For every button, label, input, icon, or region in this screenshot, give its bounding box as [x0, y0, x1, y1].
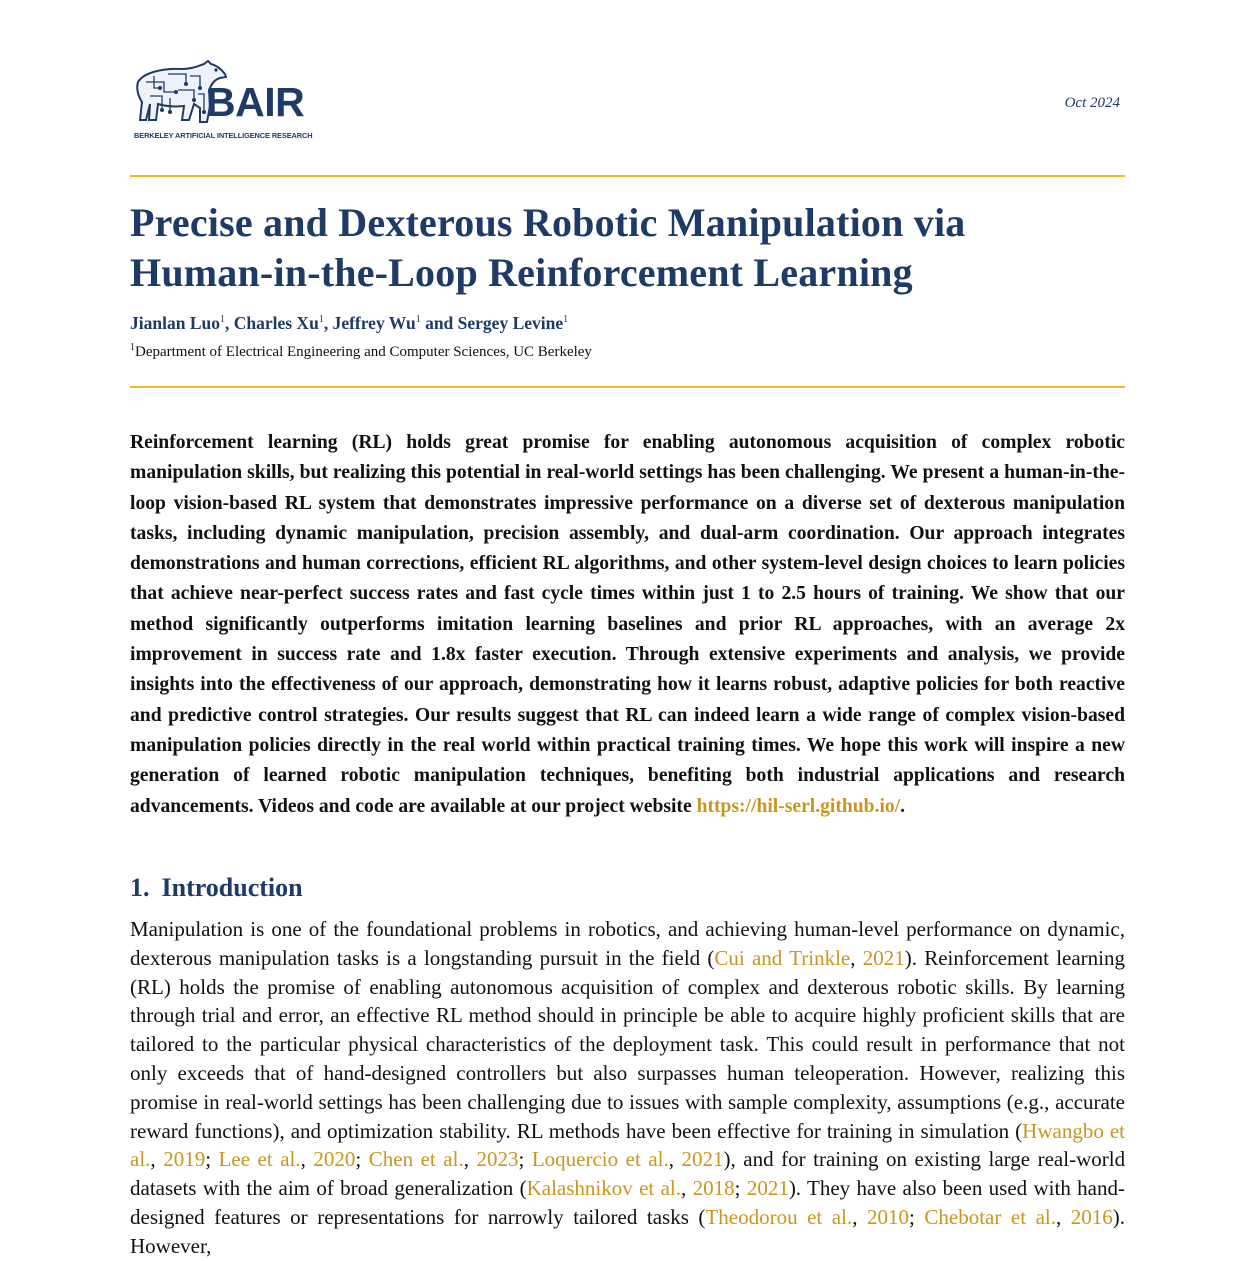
- logo-subtitle: BERKELEY ARTIFICIAL INTELLIGENCE RESEARCH: [134, 131, 313, 140]
- paper-title: [130, 198, 966, 298]
- section-title: Introduction: [161, 873, 303, 902]
- logo-wordmark: BAIR: [206, 79, 305, 125]
- author-name: Jianlan Luo: [130, 313, 220, 333]
- intro-text: ,: [463, 1147, 477, 1172]
- intro-text: ,: [850, 945, 863, 970]
- author-list: [130, 313, 568, 334]
- abstract: [130, 428, 1125, 822]
- author-affil-mark: 1: [563, 314, 569, 326]
- author-affil-mark: 1: [415, 314, 421, 326]
- author-separator: ,: [224, 313, 234, 333]
- affiliation-number: 1: [130, 342, 135, 353]
- intro-text: ;: [518, 1147, 532, 1172]
- intro-text: Manipulation is one of the foundational problems in robotics, and achieving human-level performance on dynamic, dexterous manipulation tasks is a longstanding pursuit in the field (: [130, 917, 1125, 970]
- citation-link[interactable]: 2016: [1070, 1204, 1113, 1229]
- publication-date: Oct 2024: [1064, 95, 1120, 111]
- abstract-end: .: [900, 795, 906, 817]
- title-line-1: Precise and Dexterous Robotic Manipulation via: [130, 200, 966, 245]
- intro-text: ). They have also been used with hand-designed features or representations for narrowly tailored tasks (: [130, 1176, 1125, 1229]
- citation-link[interactable]: Hwangbo et al.: [130, 1118, 1125, 1172]
- citation-link[interactable]: 2021: [862, 945, 905, 970]
- citation-link[interactable]: 2019: [163, 1147, 206, 1172]
- citation-link[interactable]: 2023: [476, 1147, 519, 1172]
- author-affil-mark: 1: [219, 314, 225, 326]
- intro-text: ;: [734, 1176, 747, 1201]
- citation-link[interactable]: 2021: [746, 1176, 789, 1201]
- citation-link[interactable]: 2021: [681, 1147, 724, 1172]
- citation-link[interactable]: Cui and Trinkle: [714, 945, 851, 970]
- author-name: Sergey Levine: [457, 313, 564, 333]
- intro-text: ;: [355, 1147, 369, 1172]
- citation-link[interactable]: Kalashnikov et al.: [526, 1176, 682, 1201]
- title-line-2: Human-in-the-Loop Reinforcement Learning: [130, 250, 913, 295]
- top-divider: [130, 175, 1125, 177]
- author-separator: and: [420, 313, 458, 333]
- author-name: Charles Xu: [233, 313, 319, 333]
- citation-link[interactable]: Chebotar et al.: [924, 1204, 1056, 1229]
- citation-link[interactable]: 2020: [313, 1147, 356, 1172]
- intro-text: ). Reinforcement learning (RL) holds the promise of enabling autonomous acquisition of complex and dexterous robotic skills. By learning through trial and error, an effective RL method should in principle be able to acquire highly proficient skills that are tailored to the particular physical characteristics of the deployment task. This could result in performance that not only exceeds that of hand-designed controllers but also surpasses human teleoperation. However, realizing this promise in real-world settings has been challenging due to issues with sample complexity, assumptions (e.g., accurate reward functions), and optimization stability. RL methods have been effective for training in simulation (: [130, 945, 1126, 1143]
- section-heading: [130, 873, 303, 903]
- section-number: 1.: [130, 873, 150, 902]
- citation-link[interactable]: 2018: [692, 1176, 735, 1201]
- author-name: Jeffrey Wu: [332, 313, 416, 333]
- citation-link[interactable]: Lee et al.: [218, 1147, 301, 1172]
- project-website-link[interactable]: https://hil-serl.github.io/: [696, 795, 901, 817]
- citation-link[interactable]: Theodorou et al.: [705, 1204, 853, 1229]
- intro-text: ,: [300, 1147, 314, 1172]
- author-affil-mark: 1: [318, 314, 324, 326]
- affiliation: [130, 342, 592, 361]
- intro-text: ,: [852, 1204, 867, 1229]
- intro-text: ,: [1055, 1204, 1071, 1229]
- intro-text: ;: [205, 1147, 219, 1172]
- intro-text: ,: [668, 1147, 682, 1172]
- bair-logo: [134, 60, 313, 142]
- intro-text: ,: [150, 1147, 164, 1172]
- intro-text: ;: [909, 1204, 925, 1229]
- introduction-paragraph: [130, 915, 1125, 1261]
- affiliation-text: Department of Electrical Engineering and Computer Sciences, UC Berkeley: [135, 344, 592, 360]
- citation-link[interactable]: Chen et al.: [368, 1147, 464, 1172]
- citation-link[interactable]: Loquercio et al.: [531, 1147, 669, 1172]
- author-separator: ,: [323, 313, 333, 333]
- intro-text: ). However,: [130, 1204, 1126, 1258]
- intro-text: ), and for training on existing large real-world datasets with the aim of broad generalization (: [130, 1147, 1126, 1201]
- abstract-text: Reinforcement learning (RL) holds great promise for enabling autonomous acquisition of complex robotic manipulation skills, but realizing this potential in real-world settings has been challenging. We present a human-in-the-loop vision-based RL system that demonstrates impressive performance on a diverse set of dexterous manipulation tasks, including dynamic manipulation, precision assembly, and dual-arm coordination. Our approach integrates demonstrations and human corrections, efficient RL algorithms, and other system-level design choices to learn policies that achieve near-perfect success rates and fast cycle times within just 1 to 2.5 hours of training. We show that our method significantly outperforms imitation learning baselines and prior RL approaches, with an average 2x improvement in success rate and 1.8x faster execution. Through extensive experiments and analysis, we provide insights into the effectiveness of our approach, demonstrating how it learns robust, adaptive policies for both reactive and predictive control strategies. Our results suggest that RL can indeed learn a wide range of complex vision-based manipulation policies directly in the real world within practical training times. We hope this work will inspire a new generation of learned robotic manipulation techniques, benefiting both industrial applications and research advancements. Videos and code are available at our project website: [130, 432, 1125, 817]
- intro-text: ,: [681, 1176, 693, 1201]
- citation-link[interactable]: 2010: [867, 1204, 909, 1229]
- abstract-divider: [130, 386, 1125, 388]
